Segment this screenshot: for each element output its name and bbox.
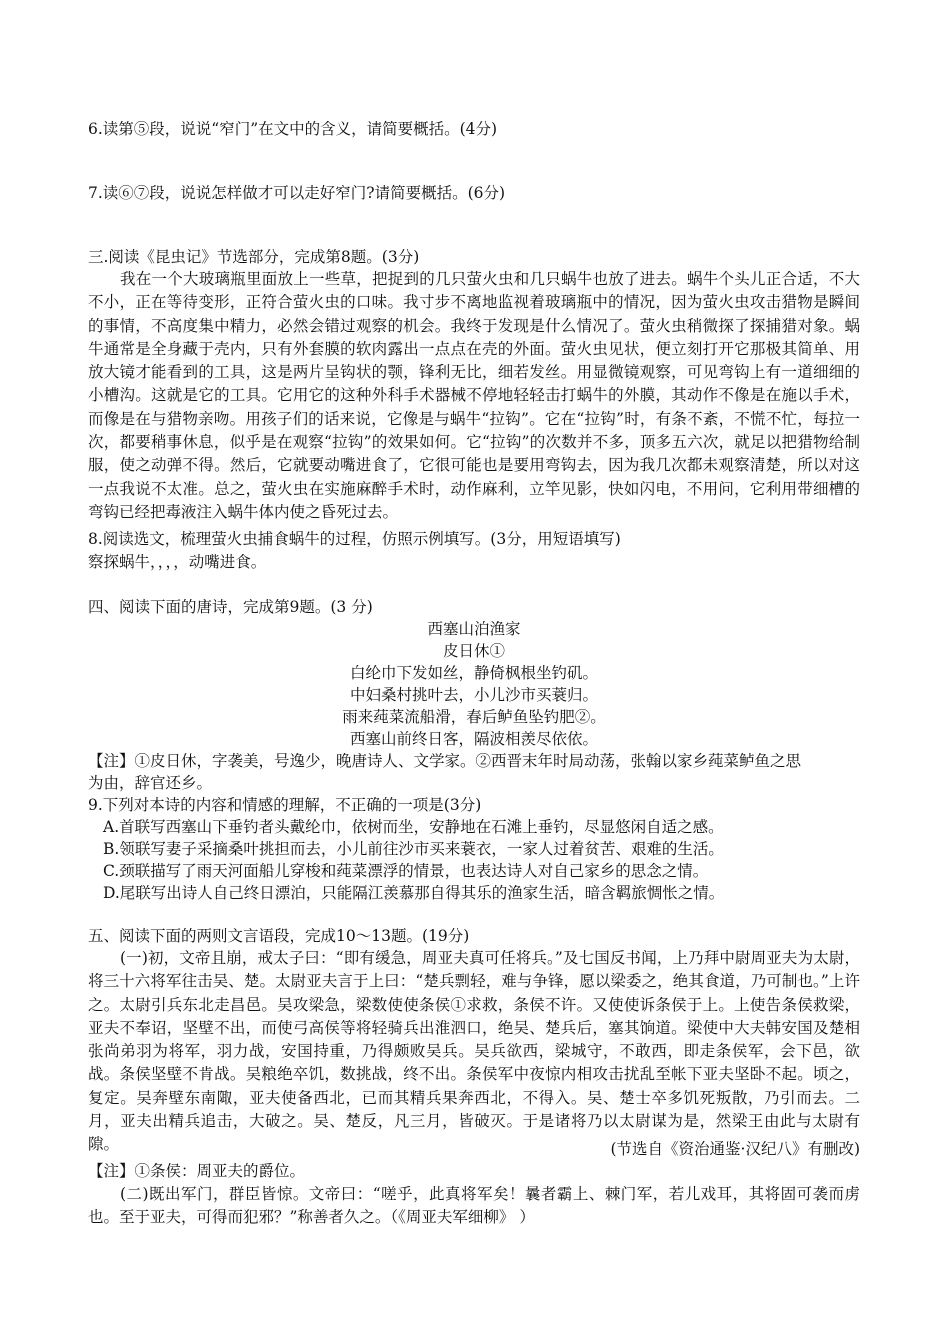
section-3-passage xyxy=(88,268,860,524)
option-a: A.首联写西塞山下垂钓者头戴纶巾，依树而坐，安静地在石滩上垂钓，尽显悠闲自适之感。 xyxy=(103,818,724,836)
passage-2-text: (二)既出军门，群臣皆惊。文帝曰：“嗟乎，此真将军矣！曩者霸上、棘门军，若儿戏耳，其将固可袭而虏也。至于亚夫，可得而犯邪？”称善者久之。（《周亚夫军细柳》 ） xyxy=(88,1185,860,1227)
question-8-answer-template: 察探蜗牛，，，，动嘴进食。 xyxy=(88,553,267,571)
passage-1-text: (一)初，文帝且崩，戒太子曰：“即有缓急，周亚夫真可任将兵。”及七国反书闻，上乃拜中尉周亚夫为太尉，将三十六将军往击吴、楚。太尉亚夫言于上曰：“楚兵剽轻，难与争锋，愿以梁委之，绝其食道，乃可制也。”上许之。太尉引兵东北走昌邑。吴攻梁急，梁数使使条侯①求救，条侯不许。又使使诉条侯于上。上使告条侯救梁，亚夫不奉诏，坚壁不出，而使弓高侯等将轻骑兵出淮泗口，绝吴、楚兵后，塞其饷道。梁使中大夫韩安国及楚相张尚弟羽为将军，羽力战，安国持重，乃得颇败吴兵。吴兵欲西，梁城守，不敢西，即走条侯军，会下邑，欲战。条侯坚壁不肯战。吴粮绝卒饥，数挑战，终不出。条侯军中夜惊内相攻击扰乱至帐下亚夫坚卧不起。顷之，复定。吴奔壁东南陬，亚夫使备西北，已而其精兵果奔西北，不得入。吴、楚士卒多饥死叛散，乃引而去。二月，亚夫出精兵追击，大破之。吴、楚反，凡三月，皆破灭。于是诸将乃以太尉谋为是，然梁王由此与太尉有隙。 xyxy=(88,949,860,1154)
question-9: 9.下列对本诗的内容和情感的理解，不正确的一项是(3分) xyxy=(88,796,482,814)
classical-passage-2 xyxy=(88,1183,860,1230)
poem-line: 中妇桑村挑叶去，小儿沙市买蓑归。 xyxy=(349,686,598,704)
poem-title: 西塞山泊渔家 xyxy=(427,620,521,638)
option-b: B.领联写妻子采摘桑叶挑担而去，小儿前往沙市买来蓑衣，一家人过着贫苦、艰难的生活。 xyxy=(103,840,724,858)
option-c: C.颈联描写了雨天河面船儿穿梭和莼菜漂浮的情景，也表达诗人对自己家乡的思念之情。 xyxy=(103,862,709,880)
question-6: 6.读第⑤段，说说“窄门”在文中的含义，请简要概括。(4分) xyxy=(88,120,498,138)
option-d: D.尾联写出诗人自己终日漂泊，只能隔江羡慕那自得其乐的渔家生活，暗含羁旅惆怅之情。 xyxy=(103,884,725,902)
poem-line: 白纶巾下发如丝，静倚枫根坐钓矶。 xyxy=(349,664,598,682)
section-4-heading: 四、阅读下面的唐诗，完成第9题。(3 分) xyxy=(88,598,373,616)
poem-line: 雨来莼菜流船滑，春后鲈鱼坠钓肥②。 xyxy=(342,708,606,726)
poem-author: 皮日休① xyxy=(442,642,505,660)
passage-source: (节选自《资治通鉴·汉纪八》有删改) xyxy=(610,1140,860,1158)
passage-note: 【注】①条侯：周亚夫的爵位。 xyxy=(88,1162,306,1180)
section-3-heading: 三.阅读《昆虫记》节选部分，完成第8题。(3分) xyxy=(88,248,420,266)
question-8: 8.阅读选文，梳理萤火虫捕食蜗牛的过程，仿照示例填写。(3分，用短语填写) xyxy=(88,530,621,548)
section-5-heading: 五、阅读下面的两则文言语段，完成10～13题。(19分) xyxy=(88,927,470,945)
poem-note-cont: 为由，辞官还乡。 xyxy=(88,774,213,792)
insect-passage: 我在一个大玻璃瓶里面放上一些草，把捉到的几只萤火虫和几只蜗牛也放了进去。蜗牛个头儿正合适，不大不小，正在等待变形，正符合萤火虫的口味。我寸步不离地监视着玻璃瓶中的情况，因为萤火虫攻击猎物是瞬间的事情，不高度集中精力，必然会错过观察的机会。我终于发现是什么情况了。萤火虫稍微探了探捕猎对象。蜗牛通常是全身藏于壳内，只有外套膜的软肉露出一点点在壳的外面。萤火虫见状，便立刻打开它那极其简单、用放大镜才能看到的工具，这是两片呈钩状的颚，锋利无比，细若发丝。用显微镜观察，可见弯钩上有一道细细的小槽沟。这就是它的工具。它用它的这种外科手术器械不停地轻轻击打蜗牛的外膜，其动作不像是在施以手术，而像是在与猎物亲吻。用孩子们的话来说，它像是与蜗牛“拉钩”。它在“拉钩”时，有条不紊，不慌不忙，每拉一次，都要稍事休息，似乎是在观察“拉钩”的效果如何。它“拉钩”的次数并不多，顶多五六次，就足以把猎物给制服，使之动弹不得。然后，它就要动嘴进食了，它很可能也是要用弯钩去，因为我几次都未观察清楚，所以对这一点我说不太准。总之，萤火虫在实施麻醉手术时，动作麻利，立竿见影，快如闪电，不用问，它利用带细槽的弯钩已经把毒液注入蜗牛体内使之昏死过去。 xyxy=(88,270,860,521)
classical-passage-1 xyxy=(88,947,860,1157)
question-7: 7.读⑥⑦段，说说怎样做才可以走好窄门?请简要概括。(6分) xyxy=(88,184,506,202)
poem-line: 西塞山前终日客，隔波相羡尽依依。 xyxy=(349,730,598,748)
poem-note: 【注】①皮日休，字袭美，号逸少，晚唐诗人、文学家。②西晋末年时局动荡，张翰以家乡莼菜鲈鱼之思 xyxy=(88,752,802,770)
